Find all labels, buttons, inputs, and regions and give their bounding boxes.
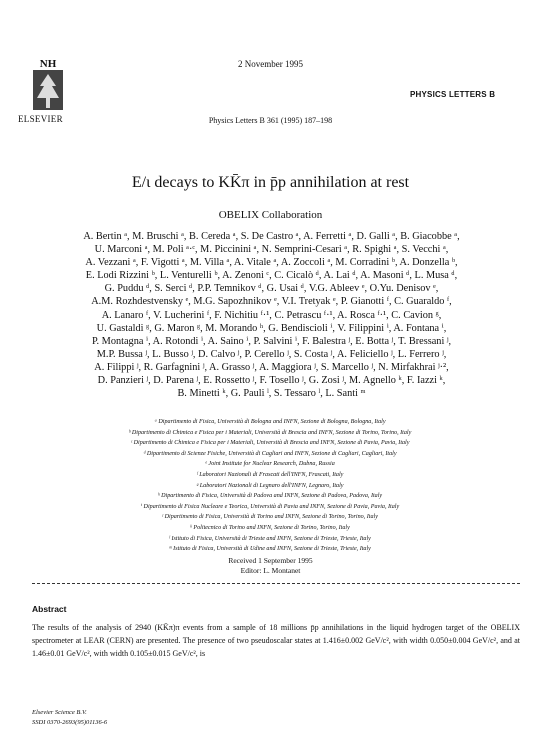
abstract-text: The results of the analysis of 2940 (KK̄π)π events from a sample of 18 millions p̄p annihilations in the liquid hydrogen target of the OBELIX spectrometer at LEAR (CERN) are presented. The presence of two pseudoscalar states at 1.416±0.002 GeV/c², with width 0.050±0.004 GeV/c², and at 1.46±0.01 GeV/c², with width 0.105±0.015 GeV/c², is — [32, 623, 520, 658]
affiliation: ᵏ Politecnico di Torino and INFN, Sezione di Torino, Torino, Italy — [190, 524, 350, 531]
affiliation: ᶠ Laboratori Nazionali di Frascati dell'INFN, Frascati, Italy — [196, 471, 344, 478]
author-line: P. Montagna ⁱ, A. Rotondi ⁱ, A. Saino ⁱ, P. Salvini ⁱ, F. Balestra ʲ, E. Botta ʲ, T. Bressani ʲ, — [91, 335, 452, 347]
author-line: A. Vezzani ᵃ, F. Vigotti ᵃ, M. Villa ᵃ, A. Vitale ᵃ, A. Zoccoli ᵃ, M. Corradini ᵇ, A. Donzella ᵇ, — [85, 257, 458, 269]
author-line: G. Puddu ᵈ, S. Serci ᵈ, P.P. Temnikov ᵈ, G. Usai ᵈ, V.G. Ableev ᵉ, O.Yu. Denisov ᵉ, — [104, 283, 439, 295]
affiliation: ᵍ Laboratori Nazionali di Legnaro dell'INFN, Legnaro, Italy — [196, 482, 344, 489]
editor-name: Editor: L. Montanet — [240, 566, 301, 575]
logo-text: NH — [39, 58, 57, 70]
affiliation: ᵐ Istituto di Fisica, Università di Udine and INFN, Sezione di Trieste, Trieste, Italy — [169, 546, 371, 553]
received-info — [0, 556, 541, 576]
collaboration-name: OBELIX Collaboration — [218, 209, 323, 221]
journal-citation: Physics Letters B 361 (1995) 187–198 — [208, 116, 333, 125]
author-line: E. Lodi Rizzini ᵇ, L. Venturelli ᵇ, A. Zenoni ᶜ, C. Cicalò ᵈ, A. Lai ᵈ, A. Masoni ᵈ, L. Musa ᵈ, — [85, 270, 458, 282]
issue-date: 2 November 1995 — [238, 59, 303, 69]
author-line: M.P. Bussa ʲ, L. Busso ʲ, D. Calvo ʲ, P. Cerello ʲ, S. Costa ʲ, A. Feliciello ʲ, L. Ferrero ʲ, — [96, 348, 447, 360]
affiliation: ᶜ Dipartimento di Chimica e Fisica per i Materiali, Università di Brescia and INFN, Sezione di Pavia, Pavia, Italy — [130, 440, 410, 447]
author-line: A. Bertin ᵃ, M. Bruschi ᵃ, B. Cereda ᵃ, S. De Castro ᵃ, A. Ferretti ᵃ, D. Galli ᵃ, B. Giacobbe ᵃ, — [83, 231, 460, 242]
paper-title: E/ι decays to KK̄π in p̄p annihilation at rest — [131, 174, 410, 191]
abstract-heading: Abstract — [32, 604, 67, 614]
author-line: B. Minetti ᵏ, G. Pauli ˡ, S. Tessaro ˡ, L. Santi ᵐ — [177, 388, 366, 400]
affiliation: ⁱ Dipartimento di Fisica Nucleare e Teorica, Università di Pavia and INFN, Sezione di Pavia, Pavia, Italy — [140, 503, 400, 510]
affiliation: ᵇ Dipartimento di Chimica e Fisica per i Materiali, Università di Brescia and INFN, Sezione di Torino, Torino, Italy — [128, 429, 412, 436]
author-line: A.M. Rozhdestvensky ᵉ, M.G. Sapozhnikov ᵉ, V.I. Tretyak ᵉ, P. Gianotti ᶠ, C. Guaraldo ᶠ, — [91, 296, 452, 308]
author-list — [30, 230, 513, 400]
affiliation: ᵉ Joint Institute for Nuclear Research, Dubna, Russia — [205, 461, 335, 468]
author-line: U. Gastaldi ᵍ, G. Maron ᵍ, M. Morando ʰ, G. Bendiscioli ⁱ, V. Filippini ⁱ, A. Fontana ⁱ, — [96, 322, 447, 334]
publisher-name: ELSEVIER — [18, 114, 63, 124]
journal-name: PHYSICS LETTERS B — [410, 90, 496, 99]
footer-publisher: Elsevier Science B.V. — [32, 709, 87, 716]
author-line: U. Marconi ᵃ, M. Poli ᵃ·ᶜ, M. Piccinini ᵃ, N. Semprini-Cesari ᵃ, R. Spighi ᵃ, S. Vecchi ᵃ, — [94, 244, 449, 256]
author-line: A. Lanaro ᶠ, V. Lucherini ᶠ, F. Nichitiu ᶠ·¹, C. Petrascu ᶠ·¹, A. Rosca ᶠ·¹, C. Cavion ᵍ, — [101, 309, 442, 321]
affiliation: ʰ Dipartimento di Fisica, Università di Padova and INFN, Sezione di Padova, Padova, Italy — [157, 493, 383, 500]
affiliation-list — [20, 417, 520, 555]
section-divider — [32, 583, 520, 584]
author-line: D. Panzieri ʲ, D. Parena ʲ, E. Rossetto ʲ, F. Tosello ʲ, G. Zosi ʲ, M. Agnello ᵏ, F. Iazzi ᵏ, — [97, 375, 446, 387]
received-date: Received 1 September 1995 — [228, 556, 313, 565]
affiliation: ᵃ Dipartimento di Fisica, Università di Bologna and INFN, Sezione di Bologna, Bologna, Italy — [154, 419, 386, 425]
affiliation: ʲ Dipartimento di Fisica, Università di Torino and INFN, Sezione di Torino, Torino, Italy — [162, 514, 378, 521]
affiliation: ˡ Istituto di Fisica, Università di Trieste and INFN, Sezione di Trieste, Trieste, Italy — [169, 535, 371, 542]
footer — [32, 708, 107, 728]
author-line: A. Filippi ʲ, R. Garfagnini ʲ, A. Grasso ʲ, A. Maggiora ʲ, S. Marcello ʲ, N. Mirfakhrai ʲ·², — [94, 361, 449, 373]
footer-ssdi: SSDI 0370-2693(95)01136-6 — [32, 719, 108, 726]
affiliation: ᵈ Dipartimento di Scienze Fisiche, Università di Cagliari and INFN, Sezione di Cagliari, Cagliari, Italy — [143, 450, 397, 457]
